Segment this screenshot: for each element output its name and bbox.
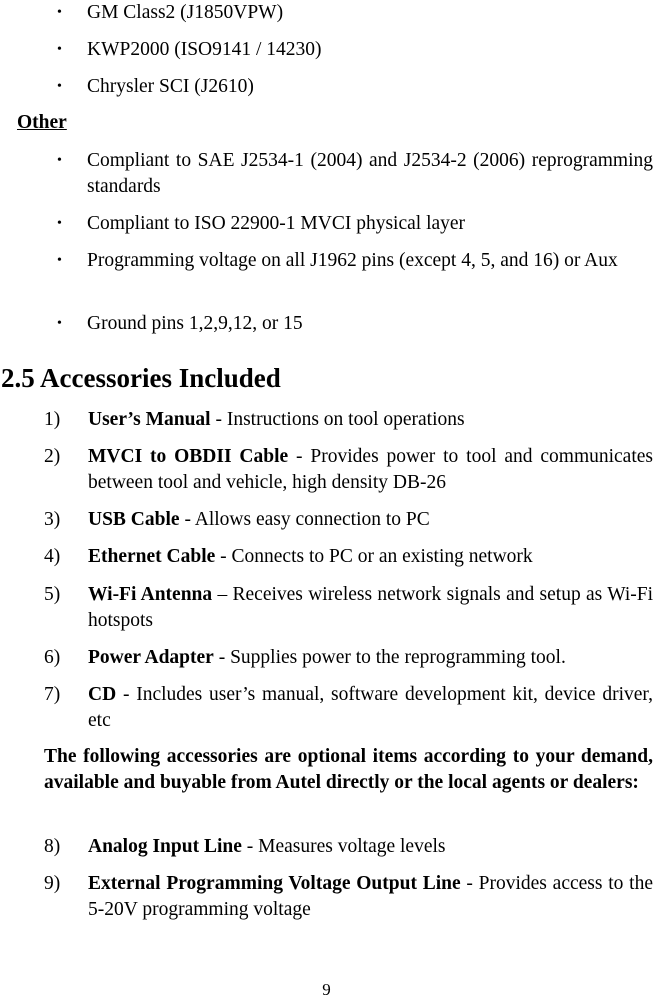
- list-item: GM Class2 (J1850VPW): [87, 2, 284, 23]
- bullet-icon: •: [57, 316, 62, 331]
- item-number: 3): [44, 509, 61, 530]
- item-desc: - Measures voltage levels: [241, 836, 446, 857]
- item-desc: - Connects to PC or an existing network: [215, 546, 533, 567]
- item-name: Wi-Fi Antenna: [88, 584, 213, 605]
- list-item: Programming voltage on all J1962 pins (except 4, 5, and 16) or Aux: [87, 250, 618, 271]
- bullet-icon: •: [57, 216, 62, 231]
- list-item: [88, 871, 653, 923]
- other-heading: Other: [17, 112, 67, 133]
- item-desc: - Allows easy connection to PC: [179, 509, 430, 530]
- bullet-icon: •: [57, 5, 62, 20]
- item-desc: – Receives wireless network signals and setup as Wi-Fi hotspots: [88, 584, 653, 631]
- list-item: Compliant to SAE J2534-1 (2004) and J2534-2 (2006) reprogramming standards: [87, 150, 653, 197]
- list-item: [88, 544, 653, 570]
- list-item: [88, 444, 653, 496]
- item-name: External Programming Voltage Output Line: [88, 873, 461, 894]
- list-item: [88, 582, 653, 634]
- item-number: 2): [44, 446, 61, 467]
- list-item: [88, 645, 653, 671]
- item-number: 4): [44, 546, 61, 567]
- list-item: [88, 507, 653, 533]
- item-name: MVCI to OBDII Cable: [88, 446, 289, 467]
- list-item: [88, 682, 653, 734]
- item-desc: - Supplies power to the reprogramming tool.: [213, 647, 566, 668]
- item-number: 7): [44, 684, 61, 705]
- list-item: KWP2000 (ISO9141 / 14230): [87, 39, 322, 60]
- item-number: 1): [44, 409, 61, 430]
- item-number: 9): [44, 873, 61, 894]
- item-number: 8): [44, 836, 61, 857]
- item-name: User’s Manual: [88, 409, 211, 430]
- item-number: 6): [44, 647, 61, 668]
- item-desc: - Instructions on tool operations: [210, 409, 465, 430]
- list-item: Compliant to ISO 22900-1 MVCI physical layer: [87, 213, 466, 234]
- bullet-icon: •: [57, 42, 62, 57]
- bullet-icon: •: [57, 153, 62, 168]
- optional-note: The following accessories are optional items according to your demand, available and buyable from Autel directly or the local agents or dealers:: [44, 746, 653, 793]
- item-desc: - Includes user’s manual, software development kit, device driver, etc: [88, 684, 653, 731]
- item-name: CD: [88, 684, 117, 705]
- bullet-icon: •: [57, 253, 62, 268]
- list-item: Ground pins 1,2,9,12, or 15: [87, 313, 303, 334]
- item-name: Analog Input Line: [88, 836, 242, 857]
- item-name: Ethernet Cable: [88, 546, 216, 567]
- item-number: 5): [44, 584, 61, 605]
- list-item: [88, 834, 653, 860]
- list-item: [88, 407, 653, 433]
- page-number: 9: [322, 980, 331, 999]
- item-desc: - Provides access to the 5-20V programming voltage: [88, 873, 653, 920]
- bullet-icon: •: [57, 79, 62, 94]
- item-name: USB Cable: [88, 509, 180, 530]
- list-item: Chrysler SCI (J2610): [87, 76, 254, 97]
- item-name: Power Adapter: [88, 647, 214, 668]
- item-desc: - Provides power to tool and communicates between tool and vehicle, high density DB-26: [88, 446, 653, 493]
- section-title: 2.5 Accessories Included: [1, 363, 281, 393]
